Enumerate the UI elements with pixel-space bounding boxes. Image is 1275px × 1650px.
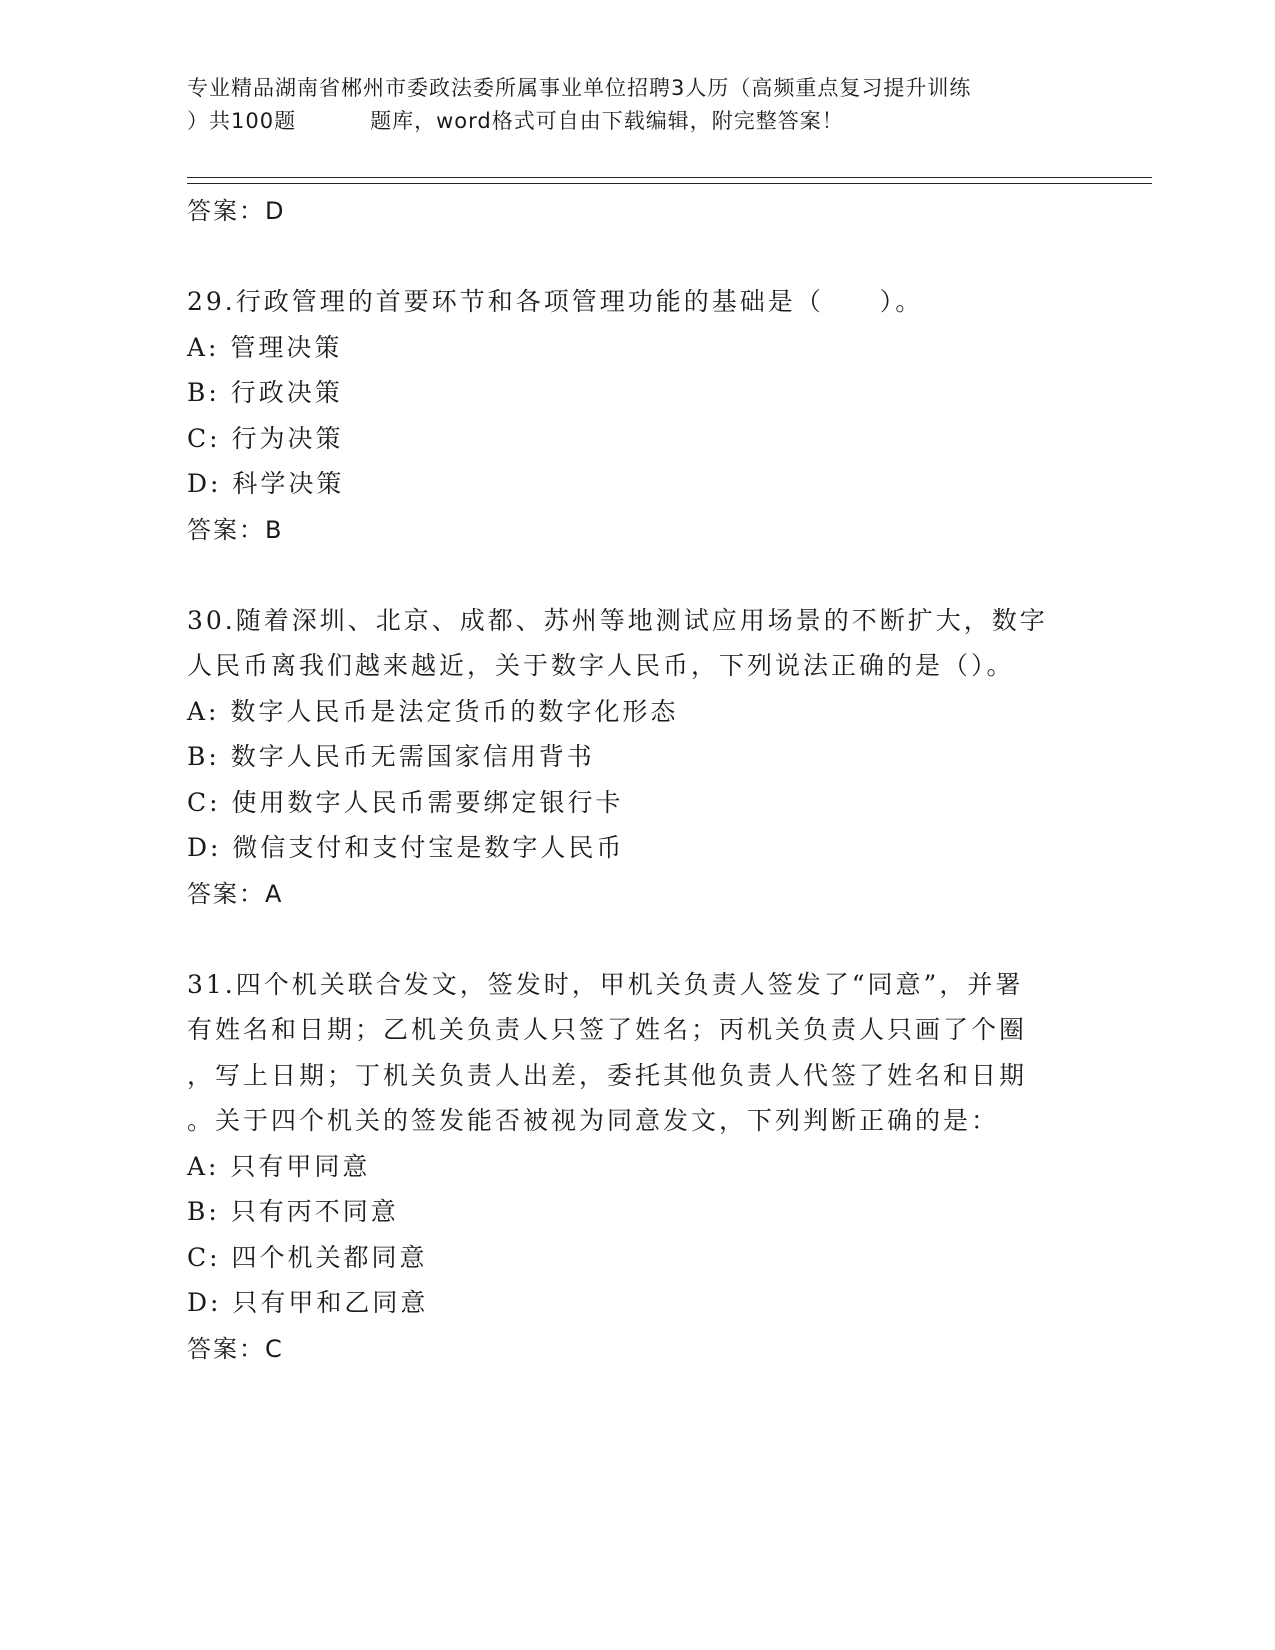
header-line-1: 专业精品湖南省郴州市委政法委所属事业单位招聘3人历（高频重点复习提升训练: [187, 76, 972, 100]
option-c: C: 使用数字人民币需要绑定银行卡: [187, 787, 624, 817]
question-text-line: 。关于四个机关的签发能否被视为同意发文，下列判断正确的是：: [187, 1106, 1000, 1135]
question-text-line: ，写上日期；丁机关负责人出差，委托其他负责人代签了姓名和日期: [187, 1060, 1028, 1090]
option-b: B: 只有丙不同意: [187, 1197, 399, 1226]
header-divider-top: [187, 177, 1152, 178]
option-d: D: 只有甲和乙同意: [187, 1288, 429, 1317]
question-text-line: 30.随着深圳、北京、成都、苏州等地测试应用场景的不断扩大，数字: [187, 605, 1048, 635]
page-header: [187, 72, 1087, 138]
answer-line: 答案：C: [187, 1334, 284, 1363]
option-a: A: 管理决策: [187, 332, 343, 362]
question-30: [187, 598, 1087, 917]
answer-line: 答案：B: [187, 515, 284, 544]
header-line-2-end: 题库，word格式可自由下载编辑，附完整答案！: [370, 109, 844, 133]
option-a: A: 数字人民币是法定货币的数字化形态: [187, 696, 679, 726]
question-list: [187, 188, 1087, 1372]
option-a: A: 只有甲同意: [187, 1151, 371, 1181]
answer-line: 答案：A: [187, 879, 284, 908]
question-text-line: 有姓名和日期；乙机关负责人只签了姓名；丙机关负责人只画了个圈: [187, 1015, 1028, 1044]
header-divider-bottom: [187, 183, 1152, 184]
option-d: D: 微信支付和支付宝是数字人民币: [187, 833, 625, 862]
question-31: [187, 962, 1087, 1372]
option-b: B: 数字人民币无需国家信用背书: [187, 742, 595, 771]
question-text-line: 31.四个机关联合发文，签发时，甲机关负责人签发了“同意”，并署: [187, 969, 1024, 999]
answer-line: 答案：D: [187, 197, 286, 225]
header-line-2: [187, 105, 1087, 138]
option-b: B: 行政决策: [187, 378, 343, 407]
question-29: [187, 279, 1087, 553]
header-line-2-start: ）共100题: [187, 109, 297, 133]
option-c: C: 四个机关都同意: [187, 1242, 428, 1272]
question-text: 29.行政管理的首要环节和各项管理功能的基础是（ ）。: [187, 287, 924, 316]
question-text-line: 人民币离我们越来越近，关于数字人民币，下列说法正确的是（）。: [187, 651, 1015, 680]
option-d: D: 科学决策: [187, 469, 345, 498]
option-c: C: 行为决策: [187, 423, 344, 453]
